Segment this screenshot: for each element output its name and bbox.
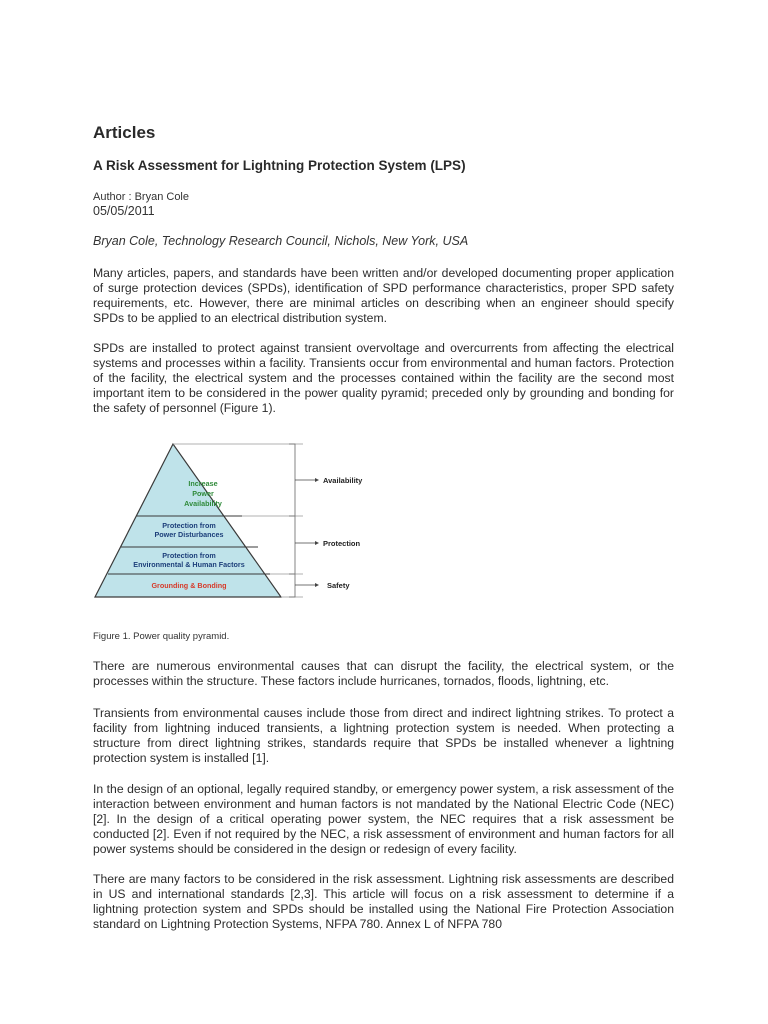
paragraph-1: Many articles, papers, and standards have been written and/or developed documenting proper application of surge protection devices (SPDs), identification of SPD performance characteristics, proper SPD safety requirements, etc. However, there are minimal articles on describing when an engineer should specify SPDs to be applied to an electrical distribution system. <box>93 266 674 325</box>
section-heading: Articles <box>93 123 156 142</box>
arrow-availability-icon <box>315 478 319 482</box>
article-title: A Risk Assessment for Lightning Protection System (LPS) <box>93 158 466 173</box>
level-low-line1: Protection from <box>162 551 216 560</box>
article-date: 05/05/2011 <box>93 204 155 218</box>
level-low-line2: Environmental & Human Factors <box>133 560 245 569</box>
level-base: Grounding & Bonding <box>151 581 227 590</box>
bracket-protection <box>289 516 295 574</box>
level-top-line2: Power <box>192 489 214 498</box>
paragraph-4: Transients from environmental causes include those from direct and indirect lightning strikes. To protect a facility from lightning induced transients, a lightning protection system is needed. When protecting a structure from direct lightning strikes, standards require that SPDs be installed whenever a lightning protection system is installed [1]. <box>93 706 674 765</box>
paragraph-3: There are numerous environmental causes that can disrupt the facility, the electrical system, or the processes within the structure. These factors include hurricanes, tornados, floods, lightning, etc. <box>93 659 674 688</box>
bracket-safety <box>289 574 295 597</box>
arrow-safety-icon <box>315 583 319 587</box>
paragraph-5: In the design of an optional, legally required standby, or emergency power system, a risk assessment of the interaction between environment and human factors is not mandated by the National Electric Code (NEC) [2]. In the design of a critical operating power system, the NEC requires that a risk assessment be conducted [2]. Even if not required by the NEC, a risk assessment of environment and human factors for all power systems should be considered in the design or redesign of every facility. <box>93 782 674 856</box>
article-author: Author : Bryan Cole <box>93 191 189 203</box>
paragraph-2: SPDs are installed to protect against transient overvoltage and overcurrents from affecting the electrical systems and processes within a facility. Transients occur from environmental and human factors. Protection of the facility, the electrical system and the processes contained within the facility are the second most important item to be considered in the power quality pyramid; preceded only by grounding and bonding for the safety of personnel (Figure 1). <box>93 341 674 415</box>
bracket-availability <box>289 444 295 516</box>
figure-caption: Figure 1. Power quality pyramid. <box>93 631 230 642</box>
level-top-line3: Availability <box>184 499 222 508</box>
arrow-protection-icon <box>315 541 319 545</box>
paragraph-6: There are many factors to be considered in the risk assessment. Lightning risk assessments are described in US and international standards [2,3]. This article will focus on a risk assessment to determine if a lightning protection system and SPDs should be installed using the National Fire Protection Association standard on Lightning Protection Systems, NFPA 780. Annex L of NFPA 780 <box>93 872 674 931</box>
power-quality-pyramid-figure <box>93 436 393 606</box>
level-mid-line1: Protection from <box>162 521 216 530</box>
level-top-line1: Increase <box>188 479 218 488</box>
side-label-safety: Safety <box>327 581 350 590</box>
level-mid-line2: Power Disturbances <box>154 530 224 539</box>
article-affiliation: Bryan Cole, Technology Research Council, Nichols, New York, USA <box>93 234 469 248</box>
side-label-availability: Availability <box>323 476 363 485</box>
side-label-protection: Protection <box>323 539 361 548</box>
